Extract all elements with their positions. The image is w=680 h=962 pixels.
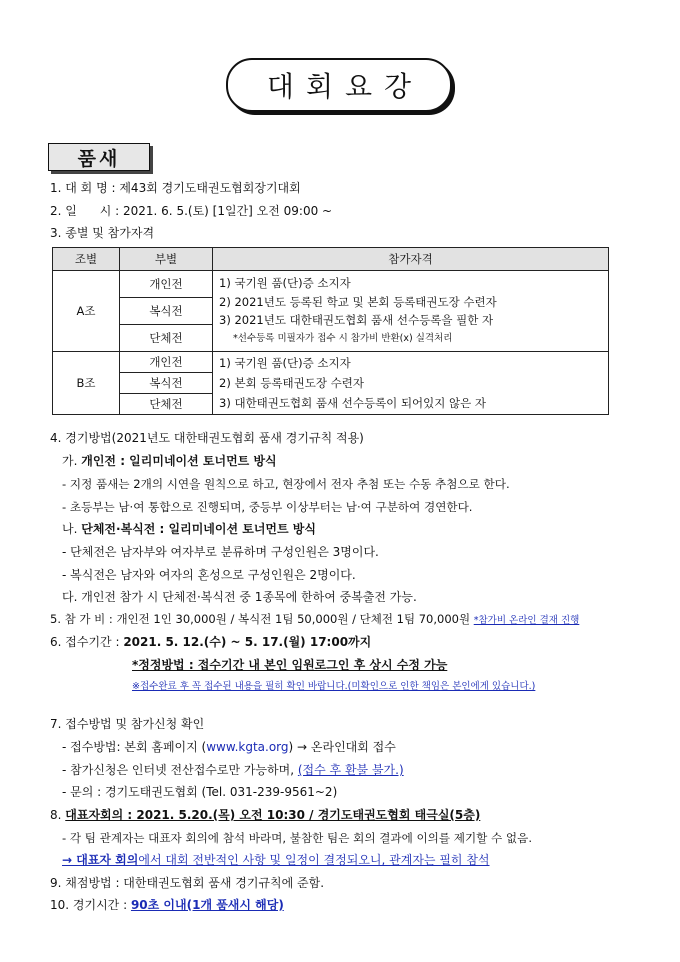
page-title: 대회요강 (266, 70, 424, 103)
fee-line (50, 611, 579, 629)
period-line (50, 634, 371, 650)
time-value: 90초 이내(1개 품새시 해당) (130, 898, 284, 912)
meeting-notice-rest: 에서 대회 전반적인 사항 및 일정이 결정되오니, 관계자는 필히 참석 (138, 853, 490, 867)
time-label: 10. 경기시간 : (50, 898, 131, 912)
no-refund-note: (접수 후 환불 불가.) (297, 763, 404, 777)
period-label: 6. 접수기간 : (50, 635, 124, 649)
method-a-prefix: 가. (62, 454, 78, 468)
table-row (53, 271, 609, 298)
group-a-label: A조 (53, 271, 120, 352)
group-a-sub-team: 단체전 (120, 325, 213, 352)
fee-note[interactable]: *참가비 온라인 결재 진행 (473, 615, 580, 626)
group-b-qual-2: 2) 본회 등록태권도장 수련자 (219, 376, 364, 390)
event-name: 1. 대 회 명 : 제43회 경기도태권도협회장기대회 (50, 181, 301, 195)
meeting-line (50, 807, 480, 823)
contact-line: - 문의 : 경기도태권도협회 (Tel. 031-239-9561~2) (62, 785, 338, 799)
apply-note-prefix: - 참가신청은 인터넷 전산접수로만 가능하며, (62, 763, 298, 777)
table-header-row (53, 248, 609, 271)
group-a-qual-2: 2) 2021년도 등록된 학교 및 본회 등록태권도장 수련자 (219, 294, 497, 309)
method-c-line: 다. 개인전 참가 시 단체전·복식전 중 1종목에 한하여 중복출전 가능. (62, 590, 417, 604)
group-a-qualifications (213, 271, 609, 352)
period-dates: 2021. 5. 12.(수) ~ 5. 17.(월) 17:00까지 (123, 635, 372, 649)
meeting-prefix: 8. (50, 808, 66, 822)
group-a-qual-3: 3) 2021년도 대한태권도협회 품새 선수등록을 필한 자 (219, 313, 494, 327)
method-a-title (62, 453, 277, 469)
title-box (226, 58, 452, 112)
period-correction: *정정방법 : 접수기간 내 본인 임원로그인 후 상시 수정 가능 (132, 658, 448, 672)
method-b-heading: 단체전·복식전 : 일리미네이션 토너먼트 방식 (81, 522, 316, 536)
category-heading: 3. 종별 및 참가자격 (50, 226, 155, 240)
header-qualification: 참가자격 (213, 248, 609, 271)
method-a-line-1: - 지정 품새는 2개의 시연을 원칙으로 하고, 현장에서 전자 추첨 또는 수동 추첨으로 한다. (62, 477, 510, 491)
group-b-sub-individual: 개인전 (120, 352, 213, 373)
time-line (50, 897, 284, 913)
group-b-sub-team: 단체전 (120, 394, 213, 415)
section-box (48, 143, 150, 171)
table-row (53, 352, 609, 373)
apply-method-suffix: ) → 온라인대회 접수 (288, 740, 396, 754)
meeting-text: 대표자회의 : 2021. 5.20.(목) 오전 10:30 / 경기도태권도협회 태극실(5층) (65, 808, 481, 822)
apply-method (62, 739, 396, 755)
apply-heading: 7. 접수방법 및 참가신청 확인 (50, 717, 205, 731)
header-division: 부별 (120, 248, 213, 271)
meeting-notice-bold: → 대표자 회의 (62, 853, 139, 867)
group-a-sub-pair: 복식전 (120, 298, 213, 325)
group-a-sub-individual: 개인전 (120, 271, 213, 298)
group-b-qual-3: 3) 대한태권도협회 품새 선수등록이 되어있지 않은 자 (219, 396, 487, 410)
method-b-prefix: 나. (62, 522, 78, 536)
group-a-qual-1: 1) 국기원 품(단)증 소지자 (219, 276, 351, 290)
apply-note (62, 762, 404, 778)
homepage-link[interactable]: www.kgta.org (206, 740, 289, 754)
meeting-desc: - 각 팀 관계자는 대표자 회의에 참석 바라며, 불참한 팀은 회의 결과에 이의를 제기할 수 없음. (62, 831, 533, 845)
scoring-line: 9. 채점방법 : 대한태권도협회 품새 경기규칙에 준함. (50, 876, 325, 890)
method-b-title (62, 521, 316, 537)
period-warning: ※접수완료 후 꼭 접수된 내용을 필히 확인 바랍니다.(미확인으로 인한 책임은 본인에게 있습니다.) (132, 681, 536, 692)
fee-text: 5. 참 가 비 : 개인전 1인 30,000원 / 복식전 1팀 50,000원 / 단체전 1팀 70,000원 (50, 612, 471, 626)
method-heading: 4. 경기방법(2021년도 대한태권도협회 품새 경기규칙 적용) (50, 431, 364, 445)
meeting-notice (62, 852, 490, 868)
group-b-sub-pair: 복식전 (120, 373, 213, 394)
group-b-qualifications (213, 352, 609, 415)
method-b-line-2: - 복식전은 남자와 여자의 혼성으로 구성인원은 2명이다. (62, 568, 356, 582)
method-a-line-2: - 초등부는 남·여 통합으로 진행되며, 중등부 이상부터는 남·여 구분하여 경연한다. (62, 500, 473, 514)
group-a-note: *선수등록 미필자가 접수 시 참가비 반환(x) 실격처리 (233, 332, 453, 344)
header-group: 조별 (53, 248, 120, 271)
method-b-line-1: - 단체전은 남자부와 여자부로 분류하며 구성인원은 3명이다. (62, 545, 379, 559)
method-a-heading: 개인전 : 일리미네이션 토너먼트 방식 (81, 454, 277, 468)
event-date: 2. 일 시 : 2021. 6. 5.(토) [1일간] 오전 09:00 ~ (50, 204, 333, 218)
group-b-label: B조 (53, 352, 120, 415)
section-title: 품새 (77, 147, 121, 170)
qualification-table (52, 247, 609, 415)
apply-method-prefix: - 접수방법: 본회 홈페이지 ( (62, 740, 207, 754)
group-b-qual-1: 1) 국기원 품(단)증 소지자 (219, 356, 351, 370)
